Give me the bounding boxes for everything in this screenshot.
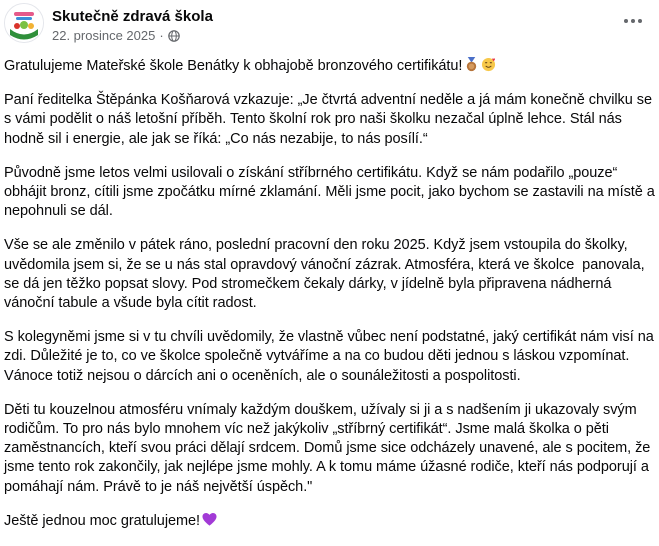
purple-heart-emoji (202, 512, 217, 527)
post-paragraph: Původně jsme letos velmi usilovali o získání stříbrného certifikátu. Když se nám podařilo „pouze“ obhájit bronz, cítili jsme zpočátku mírné zklamání. Měli jsme pocit, jako bychom se zastavili na místě a nepohnuli se dál. (4, 164, 659, 220)
post-date-link[interactable]: 22. prosince 2025 (52, 28, 156, 43)
meta-separator: · (159, 28, 164, 43)
post-paragraph: Paní ředitelka Štěpánka Košňarová vzkazuje: „Je čtvrtá adventní neděle a já mám konečně chvilku se s vámi podělit o náš letošní příběh. Tento školní rok pro naši školku nezačal úplně lehce. Stál nás hodně sil i energie, ale jak se říká: „Co nás nezabije, to nás posílí.“ (4, 92, 656, 147)
globe-icon[interactable] (168, 30, 180, 42)
page-name-link[interactable]: Skutečně zdravá škola (52, 8, 213, 25)
post-paragraph: Děti tu kouzelnou atmosféru vnímaly každým douškem, užívaly si ji a s nadšením ji ukazovaly svým rodičům. To pro nás bylo mnohem víc než jakýkoliv „stříbrný certifikát“. Jsme malá školka o pěti zaměstnancích, kteří svou práci dělají srdcem. Domů jsme sice odcházely unavené, ale s pocitem, že jsme tento rok zakončily, jak nejlépe jsme mohly. A k tomu máme úžasné rodiče, kteří nás podporují a pomáhají nám. Právě to je náš největší úspěch." (4, 401, 655, 495)
paragraph-text: Gratulujeme Mateřské škole Benátky k obhajobě bronzového certifikátu! (4, 58, 463, 74)
avatar-image (5, 4, 43, 42)
post-paragraph: S kolegyněmi jsme si v tu chvíli uvědomily, že vlastně vůbec není podstatné, jaký certifikát nám visí na zdi. Důležité je to, co ve školce společně vytváříme a na co budou děti jednou s láskou vzpomínat. Vánoce totiž nejsou o dárcích ani o oceněních, ale o sounáležitosti a pospolitosti. (4, 329, 658, 384)
paragraph-text: Ještě jednou moc gratulujeme! (4, 512, 201, 529)
more-options-button[interactable] (617, 9, 649, 33)
more-options-icon (623, 18, 643, 24)
post-paragraph (4, 512, 658, 531)
post-body (4, 57, 658, 546)
post-header (4, 3, 649, 47)
post-paragraph (4, 57, 658, 76)
school-logo-avatar[interactable] (4, 3, 44, 43)
smiling-face-with-hearts-emoji (481, 57, 496, 72)
bronze-medal-emoji (464, 57, 479, 72)
post-meta (52, 28, 180, 43)
post-paragraph: Vše se ale změnilo v pátek ráno, poslední pracovní den roku 2025. Když jsem vstoupila do školky, uvědomila jsem si, že se u nás stal opravdový vánoční zázrak. Atmosféra, která ve školce panovala, se dá jen těžko popsat slovy. Pod stromečkem čekaly dárky, v jídelně byla připravena nádherná vánoční tabule a všude byla cítit radost. (4, 237, 649, 312)
